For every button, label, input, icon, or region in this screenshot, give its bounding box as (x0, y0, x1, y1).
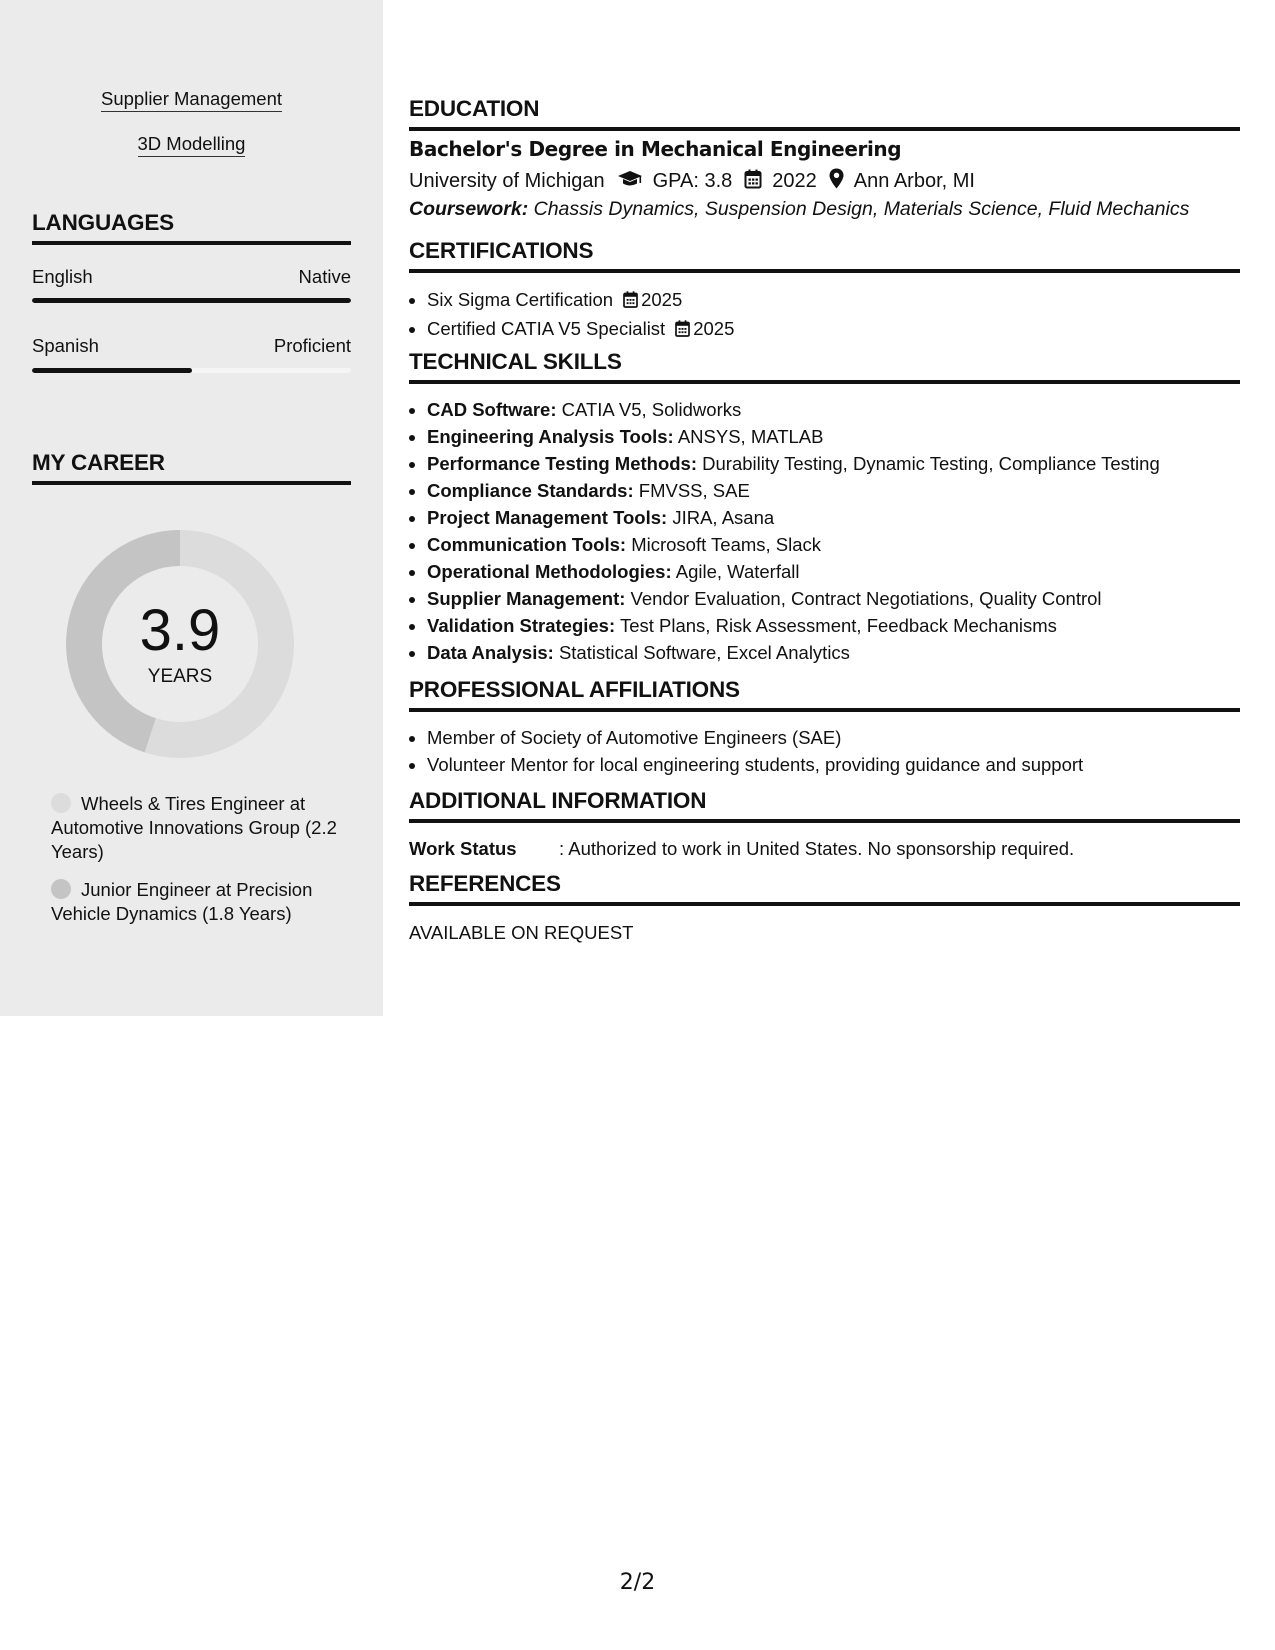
skill-value: Test Plans, Risk Assessment, Feedback Mechanisms (619, 615, 1057, 636)
affiliation-item: • Member of Society of Automotive Engineers (SAE) (427, 724, 1247, 751)
skill-label: Performance Testing Methods: (427, 453, 698, 474)
skill-item (427, 504, 1247, 531)
skill-item (427, 585, 1247, 612)
skill-item (427, 612, 1247, 639)
affiliations-heading: PROFESSIONAL AFFILIATIONS (409, 677, 1240, 712)
language-row-spanish (32, 335, 351, 357)
career-total-unit: YEARS (147, 666, 213, 687)
additional-info-heading: ADDITIONAL INFORMATION (409, 788, 1240, 823)
school-name: University of Michigan (409, 170, 605, 192)
calendar-icon (623, 288, 638, 315)
work-status-row (409, 838, 1074, 860)
skill-label: Compliance Standards: (427, 480, 634, 501)
location-pin-icon (829, 168, 844, 195)
affiliations-list (409, 724, 1247, 778)
career-legend-text: Junior Engineer at Precision Vehicle Dynamics (1.8 Years) (51, 879, 313, 924)
certification-name: Certified CATIA V5 Specialist (427, 318, 666, 339)
skill-item (427, 477, 1247, 504)
skill-value: Microsoft Teams, Slack (631, 534, 822, 555)
skill-link-label[interactable]: 3D Modelling (138, 133, 246, 157)
certifications-heading: CERTIFICATIONS (409, 238, 1240, 273)
skill-label: Communication Tools: (427, 534, 627, 555)
skill-value: JIRA, Asana (672, 507, 775, 528)
skill-value: Agile, Waterfall (675, 561, 800, 582)
certification-item (427, 315, 1247, 344)
graduation-cap-icon (617, 170, 643, 194)
skill-label: Supplier Management: (427, 588, 626, 609)
languages-heading: LANGUAGES (32, 210, 351, 245)
school-location: Ann Arbor, MI (853, 170, 975, 192)
certification-year: 2025 (641, 289, 683, 310)
language-bar-fill (32, 368, 192, 373)
coursework-line (409, 198, 1189, 221)
career-legend-text: Wheels & Tires Engineer at Automotive Innovations Group (2.2 Years) (51, 793, 337, 862)
education-heading: EDUCATION (409, 96, 1240, 131)
skill-value: FMVSS, SAE (638, 480, 750, 501)
language-bar-english (32, 298, 351, 303)
certification-name: Six Sigma Certification (427, 289, 614, 310)
calendar-icon (675, 317, 690, 344)
certification-item (427, 286, 1247, 315)
references-text: AVAILABLE ON REQUEST (409, 922, 634, 943)
skill-label: Operational Methodologies: (427, 561, 672, 582)
work-status-value: : Authorized to work in United States. No sponsorship required. (559, 838, 1075, 859)
sidebar (0, 0, 383, 1016)
certifications-list (409, 286, 1247, 344)
career-total-years: 3.9 (139, 598, 221, 663)
skill-label: Engineering Analysis Tools: (427, 426, 674, 447)
skill-label: Validation Strategies: (427, 615, 616, 636)
language-level: Proficient (273, 335, 351, 356)
technical-skills-list (409, 396, 1247, 666)
education-meta (409, 168, 975, 195)
work-status-label: Work Status (409, 838, 517, 859)
technical-skills-heading: TECHNICAL SKILLS (409, 349, 1240, 384)
coursework-label: Coursework: (409, 198, 529, 220)
skill-item (427, 450, 1247, 477)
language-bar-spanish (32, 368, 351, 373)
page-number: 2/2 (619, 1570, 656, 1595)
skill-item (427, 639, 1247, 666)
legend-dot (51, 879, 71, 899)
language-bar-fill (32, 298, 351, 303)
skill-supplier-management (0, 88, 383, 110)
skill-value: CATIA V5, Solidworks (561, 399, 742, 420)
affiliation-item: • Volunteer Mentor for local engineering students, providing guidance and support (427, 751, 1247, 778)
skill-value: Statistical Software, Excel Analytics (558, 642, 850, 663)
skill-value: Vendor Evaluation, Contract Negotiations, Quality Control (630, 588, 1102, 609)
gpa: GPA: 3.8 (652, 170, 733, 192)
skill-label: Project Management Tools: (427, 507, 668, 528)
calendar-icon (744, 169, 762, 195)
career-legend-item (51, 792, 341, 864)
career-donut-chart (62, 526, 298, 762)
donut-center (62, 526, 298, 762)
coursework-list: Chassis Dynamics, Suspension Design, Materials Science, Fluid Mechanics (533, 198, 1190, 220)
career-legend-item (51, 878, 341, 926)
skill-link-label[interactable]: Supplier Management (101, 88, 282, 112)
language-level: Native (298, 266, 351, 287)
certification-year: 2025 (693, 318, 735, 339)
career-heading: MY CAREER (32, 450, 351, 485)
language-name: Spanish (32, 335, 99, 356)
skill-label: Data Analysis: (427, 642, 554, 663)
skill-value: Durability Testing, Dynamic Testing, Compliance Testing (702, 453, 1160, 474)
skill-item (427, 396, 1247, 423)
degree-title: Bachelor's Degree in Mechanical Engineering (409, 137, 902, 161)
skill-label: CAD Software: (427, 399, 557, 420)
skill-value: ANSYS, MATLAB (677, 426, 824, 447)
language-row-english (32, 266, 351, 288)
legend-dot (51, 793, 71, 813)
skill-3d-modelling (0, 133, 383, 155)
language-name: English (32, 266, 93, 287)
skill-item (427, 423, 1247, 450)
skill-item (427, 531, 1247, 558)
references-heading: REFERENCES (409, 871, 1240, 906)
graduation-year: 2022 (772, 170, 817, 192)
skill-item (427, 558, 1247, 585)
